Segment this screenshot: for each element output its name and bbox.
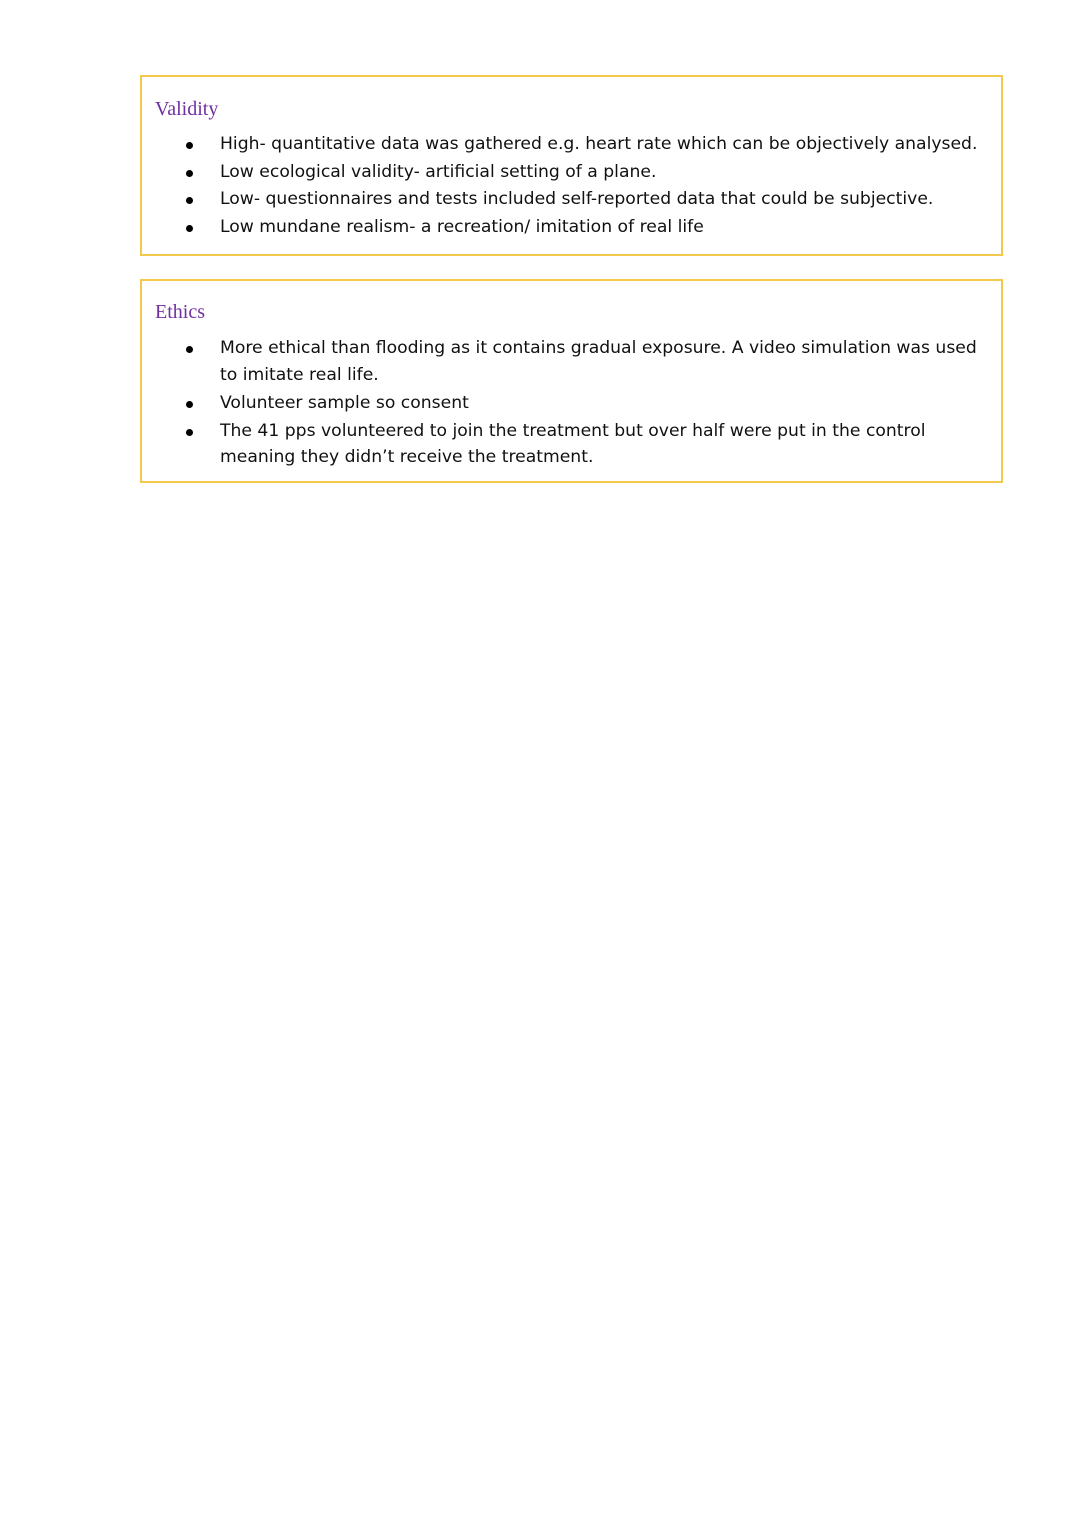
bullet-icon [186,170,193,177]
bullet-list [142,335,1001,472]
section-heading: Validity [155,98,219,120]
list-item-text: The 41 pps volunteered to join the treatment but over half were put in the control meaning they didn’t receive the treatment. [220,420,926,467]
list-item-text: Low- questionnaires and tests included self-reported data that could be subjective. [220,189,934,210]
bullet-icon [186,142,193,149]
list-item-text: Low ecological validity- artificial setting of a plane. [220,161,657,182]
bullet-icon [186,197,193,204]
list-item [142,390,1001,417]
bullet-list [142,131,1001,241]
bullet-icon [186,401,193,408]
list-item-text: High- quantitative data was gathered e.g. heart rate which can be objectively analysed. [220,134,978,154]
list-item-text: Low mundane realism- a recreation/ imitation of real life [220,216,704,237]
bullet-icon [186,225,193,232]
list-item [142,214,1001,241]
list-item [142,418,1001,471]
bullet-icon [186,429,193,436]
list-item [142,159,1001,186]
ethics-box [140,279,1003,483]
section-heading: Ethics [155,301,205,323]
bullet-icon [186,346,193,353]
list-item [142,131,1001,158]
list-item-text: Volunteer sample so consent [220,392,469,413]
validity-box [140,75,1003,256]
list-item [142,335,1001,388]
list-item-text: More ethical than flooding as it contains gradual exposure. A video simulation was used to imitate real life. [220,338,977,385]
list-item [142,186,1001,213]
